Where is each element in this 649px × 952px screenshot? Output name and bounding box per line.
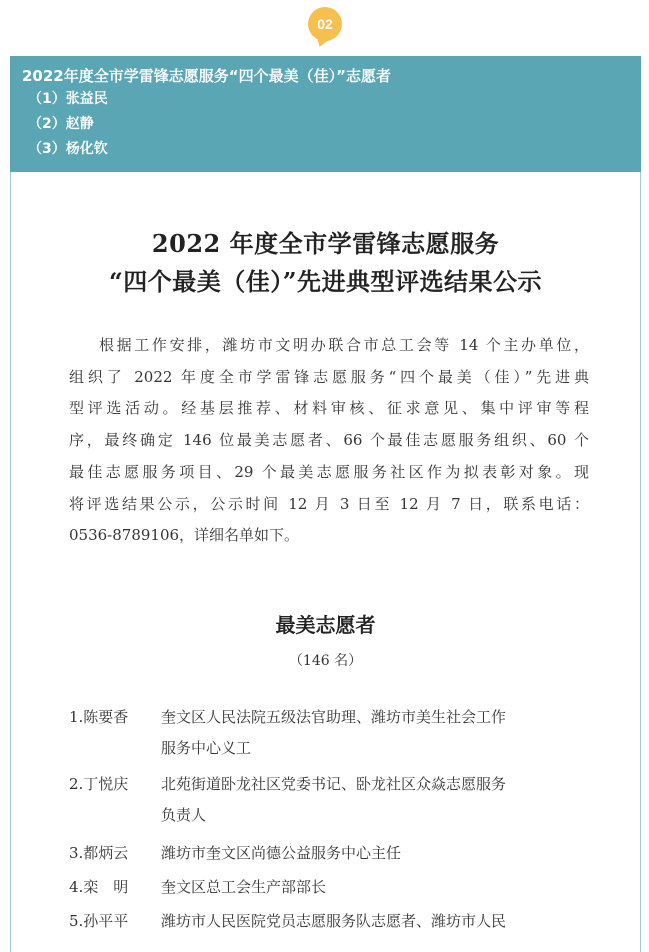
entry-description — [161, 906, 609, 937]
entry-description — [161, 769, 609, 831]
paragraph-line: 组织了 2022 年度全市学雷锋志愿服务“四个最美（佳）”先进典 — [69, 367, 589, 386]
paragraph-line: 根据工作安排，潍坊市文明办联合市总工会等 14 个主办单位， — [99, 336, 589, 354]
header-banner — [10, 56, 641, 172]
announcement-document — [10, 172, 641, 952]
paragraph-line: 0536-8789106，详细名单如下。 — [69, 526, 300, 545]
announcement-paragraph — [69, 330, 589, 552]
entry-description-line: 负责人 — [161, 806, 207, 824]
entry-description — [161, 838, 609, 869]
document-title-line-1: 2022 年度全市学雷锋志愿服务 — [151, 229, 500, 258]
banner-item-volunteer: （3）杨化钦 — [28, 141, 108, 157]
entry-name: 3.都炳云 — [69, 844, 129, 862]
entry-description — [161, 702, 609, 764]
banner-item-volunteer: （2）赵静 — [28, 116, 94, 132]
banner-title: 2022年度全市学雷锋志愿服务“四个最美（佳）”志愿者 — [22, 67, 391, 85]
paragraph-line: 将评选结果公示，公示时间 12 月 3 日至 12 月 7 日，联系电话： — [69, 494, 589, 513]
paragraph-line: 序，最终确定 146 位最美志愿者、66 个最佳志愿服务组织、60 个 — [69, 431, 589, 450]
entry-name: 4.栾 明 — [69, 878, 129, 896]
entry-name: 5.孙平平 — [69, 912, 129, 930]
paragraph-line: 最佳志愿服务项目、29 个最美志愿服务社区作为拟表彰对象。现 — [69, 462, 589, 481]
entry-description-line: 奎文区总工会生产部部长 — [161, 878, 327, 896]
entry-name: 2.丁悦庆 — [69, 775, 129, 793]
section-count: （146 名） — [288, 653, 363, 669]
entry-description-line: 潍坊市奎文区尚德公益服务中心主任 — [161, 844, 402, 862]
entry-description — [161, 872, 609, 903]
banner-item-volunteer: （1）张益民 — [28, 91, 108, 107]
document-title-line-2: “四个最美（佳）”先进典型评选结果公示 — [108, 267, 543, 296]
entry-name: 1.陈要香 — [69, 708, 129, 726]
section-number-badge: 02 — [308, 7, 342, 41]
paragraph-line: 型评选活动。经基层推荐、材料审核、征求意见、集中评审等程 — [69, 399, 589, 418]
entry-description-line: 北苑街道卧龙社区党委书记、卧龙社区众焱志愿服务 — [161, 775, 507, 793]
entry-description-line: 潍坊市人民医院党员志愿服务队志愿者、潍坊市人民 — [161, 912, 507, 930]
section-title: 最美志愿者 — [275, 613, 376, 637]
entry-description-line: 奎文区人民法院五级法官助理、潍坊市美生社会工作 — [161, 708, 507, 726]
entry-description-line: 服务中心义工 — [161, 739, 252, 757]
